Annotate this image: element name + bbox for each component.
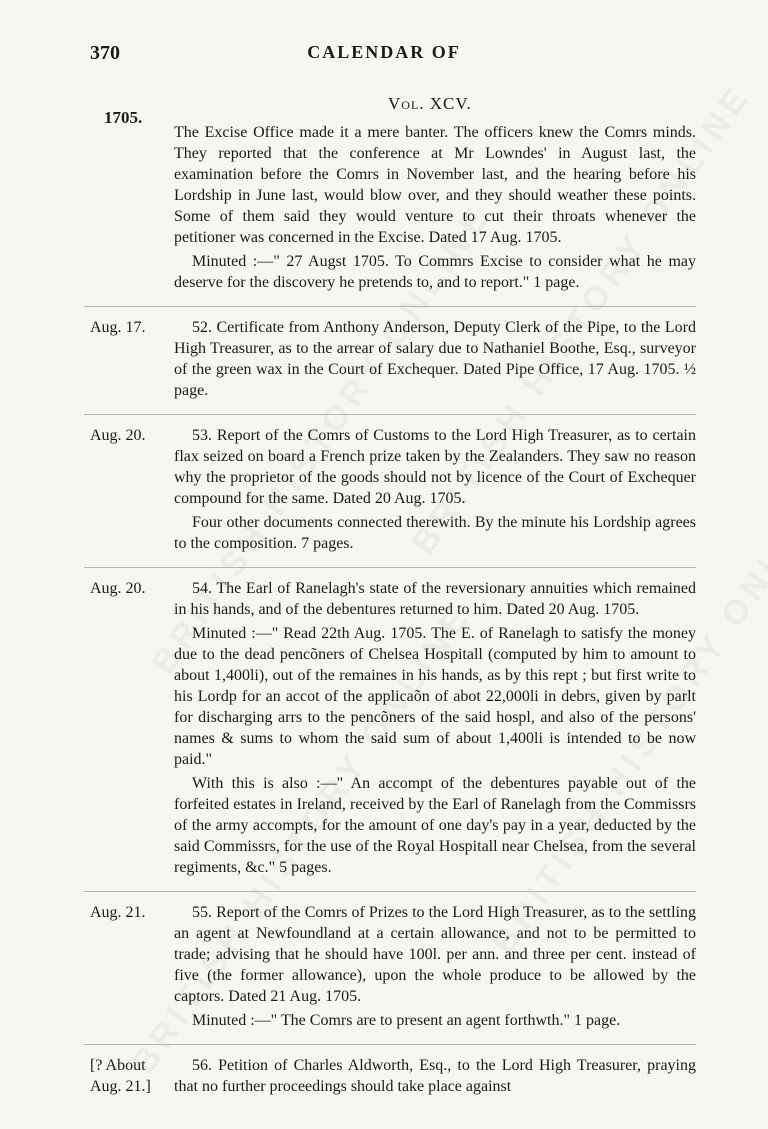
calendar-entry xyxy=(84,891,696,1044)
running-title: CALENDAR OF xyxy=(307,42,461,62)
entry-paragraph: 52. Certificate from Anthony Anderson, Deputy Clerk of the Pipe, to the Lord High Treasurer, as to the arrear of salary due to Nathaniel Boothe, Esq., surveyor of the green wax in the Court of Exchequer. Dated Pipe Office, 17 Aug. 1705. ½ page. xyxy=(174,319,696,399)
entry-date: Aug. 17. xyxy=(90,319,146,336)
volume-label: Vol. XCV. xyxy=(388,94,472,113)
entry-minute: Minuted :—" The Comrs are to present an agent forthwth." 1 page. xyxy=(192,1012,621,1029)
entry-paragraph: 55. Report of the Comrs of Prizes to the Lord High Treasurer, as to the settling an agent at Newfoundland at a certain allowance, and not to be permitted to trade; advising that he should have 100l. per ann. and three per cent. instead of five (the former allowance), upon the whole produce to be allowed by the captors. Dated 21 Aug. 1705. xyxy=(174,904,696,1005)
entry-date: [? About Aug. 21.] xyxy=(90,1057,151,1095)
calendar-entries xyxy=(84,122,696,1110)
entry-paragraph: The Excise Office made it a mere banter. The officers knew the Comrs minds. They reported that the conference at Mr Lowndes' in August last, the examination before the Comrs in November last, and the hearing before his Lordship in June last, would blow over, and they should weather these points. Some of them said they would venture to cut their throats whenever the petitioner was concerned in the Excise. Dated 17 Aug. 1705. xyxy=(174,124,696,246)
entry-date: Aug. 20. xyxy=(90,580,146,597)
calendar-entry xyxy=(84,567,696,891)
page-header xyxy=(0,36,768,70)
page-number: 370 xyxy=(90,42,120,64)
entry-paragraph: 53. Report of the Comrs of Customs to the Lord High Treasurer, as to certain flax seized on board a French prize taken by the Zealanders. They saw no reason why the proprietor of the goods should not by licence of the Court of Exchequer compound for the same. Dated 20 Aug. 1705. xyxy=(174,427,696,507)
calendar-entry xyxy=(84,414,696,567)
entry-paragraph: 54. The Earl of Ranelagh's state of the reversionary annuities which remained in his hands, and of the debentures returned to him. Dated 20 Aug. 1705. xyxy=(174,580,696,618)
entry-paragraph: 56. Petition of Charles Aldworth, Esq., to the Lord High Treasurer, praying that no further proceedings should take place against xyxy=(174,1057,696,1095)
entry-minute: Minuted :—" 27 Augst 1705. To Commrs Excise to consider what he may deserve for the discovery he pretends to, and to report." 1 page. xyxy=(174,253,696,291)
entry-note: With this is also :—" An accompt of the debentures payable out of the forfeited estates in Ireland, received by the Earl of Ranelagh from the Commissrs of the army accompts, for the amount of one day's pay in a year, deducted by the said Commissrs, for the use of the Royal Hospitall near Chelsea, from the several regiments, &c." 5 pages. xyxy=(174,775,696,876)
entry-date: Aug. 20. xyxy=(90,427,146,444)
calendar-entry xyxy=(84,306,696,414)
calendar-entry xyxy=(84,1044,696,1110)
calendar-entry xyxy=(84,122,696,306)
margin-year: 1705. xyxy=(104,108,143,127)
volume-heading xyxy=(388,94,472,114)
entry-note: Four other documents connected therewith. By the minute his Lordship agrees to the composition. 7 pages. xyxy=(174,514,696,552)
entry-date: Aug. 21. xyxy=(90,904,146,921)
entry-minute: Minuted :—" Read 22th Aug. 1705. The E. of Ranelagh to satisfy the money due to the dead pencõners of Chelsea Hospitall (computed by him to amount to about 1,400li), out of the remaines in his hands, as by this rept ; but first write to his Lordp for an accot of the applicaõn of abot 22,000li in debrs, given by parlt for discharging arrs to the pencõners of the said hospl, and also of the persons' names & sums to whom the said sum of about 1,400li is intended to be now paid." xyxy=(174,625,696,768)
